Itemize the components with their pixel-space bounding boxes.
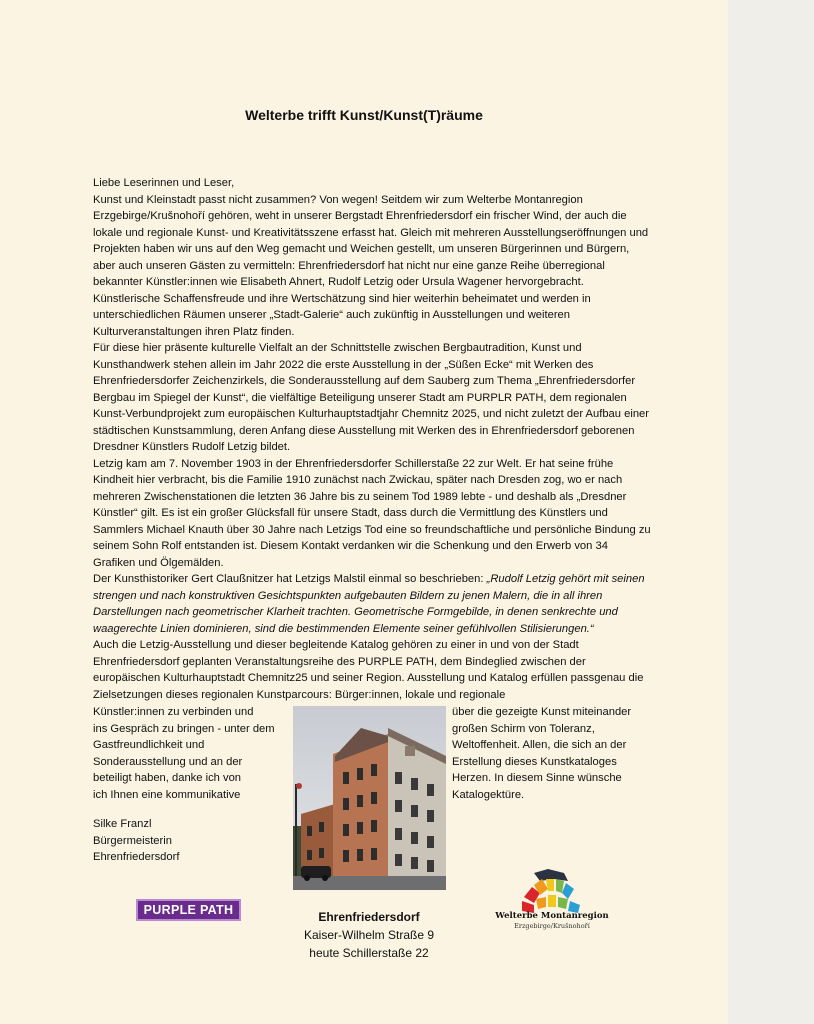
split-right-line: Erstellung dieses Kunstkataloges [452, 755, 617, 768]
split-right-line: Katalogektüre. [452, 788, 525, 801]
welterbe-name: Welterbe Montanregion [495, 911, 609, 921]
split-text-right [452, 704, 631, 803]
split-left-line: ich Ihnen eine kommunikative [93, 788, 241, 801]
paragraph-3: Letzig kam am 7. November 1903 in der Ehrenfriedersdorfer Schillerstaße 22 zur Welt. Er hat seine frühe Kindheit hier verbracht, bis die Familie 1910 zunächst nach Zwickau, später nach Dresden zog, wo er nach mehreren Zwischenstationen die letzten 36 Jahre bis zu seinem Tod 1989 lebte - und deshalb als „Dresdner Künstler“ gilt. Es ist ein großer Glücksfall für unsere Stadt, dass durch die Vermittlung des Künstlers und Sammlers Michael Knauth über 30 Jahre nach Letzigs Tod eine so freundschaftliche und persönliche Bindung zu seinem Sohn Rolf entstanden ist. Diesem Kontakt verdanken wir die Schenkung und den Erwerb von 34 Grafiken und Ölgemälden. [93, 457, 651, 569]
split-left-line: ins Gespräch zu bringen - unter dem [93, 722, 275, 735]
greeting: Liebe Leserinnen und Leser, [93, 177, 235, 189]
paragraph-4-intro: Der Kunsthistoriker Gert Claußnitzer hat Letzigs Malstil einmal so beschrieben: [93, 573, 487, 585]
paragraph-5: Auch die Letzig-Ausstellung und dieser begleitende Katalog gehören zu einer in und von der Stadt Ehrenfriedersdorf geplanten Veranstaltungsreihe des PURPLE PATH, dem Bindeglied zwischen der europäischen Kulturhauptstadt Chemnitz25 und seiner Region. Ausstellung und Katalog erfüllen passgenau die Zielsetzungen dieses regionalen Kunstparcours: Bürger:innen, lokale und regionale [93, 639, 644, 701]
split-right-line: Herzen. In diesem Sinne wünsche [452, 772, 622, 784]
signature-block [93, 816, 179, 866]
signature-name: Silke Franzl [93, 818, 152, 830]
claussnitzer-quote: „Rudolf Letzig gehört mit seinen strengen und nach konstruktiven Gesichtspunkten aufgebauten Bildern zu jenen Malern, die in all ihren Darstellungen nach geometrischer Klarheit trachten. Geometrische Formgebilde, in denen senkrechte und waagerechte Linien dominieren, sind die bestimmenden Elemente seiner gefühlvollen Stilisierungen.“ [93, 573, 645, 635]
split-text-left [93, 704, 275, 803]
split-right-line: über die gezeigte Kunst miteinander [452, 706, 632, 718]
caption-line-2: heute Schillerstaße 22 [309, 946, 429, 960]
caption-line-1: Kaiser-Wilhelm Straße 9 [303, 928, 435, 942]
letter-body [93, 175, 653, 703]
split-left-line: beteiligt haben, danke ich von [93, 772, 242, 784]
paragraph-1: Kunst und Kleinstadt passt nicht zusammen? Von wegen! Seitdem wir zum Welterbe Montanregion Erzgebirge/Krušnohoří gehören, weht in unserer Bergstadt Ehrenfriedersdorf ein frischer Wind, der auch die lokale und regionale Kunst- und Kreativitätsszene erfasst hat. Gleich mit mehreren Ausstellungseröffnungen und Projekten haben wir uns auf den Weg gemacht und Weichen gestellt, um unseren Bürgerinnen und Bürgern, aber auch unseren Gästen zu vermitteln: Ehrenfriedersdorf hat nicht nur eine ganze Reihe überregional bekannter Künstler:innen wie Elisabeth Ahnert, Rudolf Letzig oder Ursula Wagener hervorgebracht. Künstlerische Schaffensfreude und ihre Wertschätzung sind hier weiterhin beheimatet und werden in unterschiedlichen Räumen unserer „Stadt-Galerie“ auch zukünftig in Ausstellungen und weiteren Kulturveranstaltungen ihren Platz finden. [93, 193, 649, 338]
signature-role: Bürgermeisterin [93, 834, 172, 847]
photo-caption [285, 908, 453, 962]
paragraph-2: Für diese hier präsente kulturelle Vielfalt an der Schnittstelle zwischen Bergbautradition, Kunst und Kunsthandwerk stehen allein im Jahr 2022 die erste Ausstellung in der „Süßen Ecke“ mit Werken des Ehrenfriedersdorfer Zeichenzirkels, die Sonderausstellung auf dem Sauberg zum Thema „Ehrenfriedersdorfer Bergbau im Spiegel der Kunst“, die vielfältige Beteiligung unserer Stadt am PURPLR PATH, dem regionalen Kunst-Verbundprojekt zum europäischen Kulturhauptstadtjahr Chemnitz 2025, und nicht zuletzt der Aufbau einer städtischen Kunstsammlung, deren Anfang diese Ausstellung mit Werken des in Ehrenfriedersdorf geborenen Dresdner Künstlers Rudolf Letzig bildet. [93, 342, 649, 453]
split-left-line: Künstler:innen zu verbinden und [93, 706, 254, 718]
paragraph-4 [93, 571, 653, 637]
signature-town: Ehrenfriedersdorf [93, 851, 180, 863]
split-left-line: Sonderausstellung und an der [93, 755, 243, 768]
purple-path-logo: PURPLE PATH [136, 899, 241, 921]
split-left-line: Gastfreundlichkeit und [93, 739, 205, 751]
caption-title: Ehrenfriedersdorf [318, 910, 420, 924]
document-title: Welterbe trifft Kunst/Kunst(T)räume [245, 107, 483, 123]
welterbe-subtitle: Erzgebirge/Krušnohoří [514, 922, 590, 930]
split-right-line: Weltoffenheit. Allen, die sich an der [452, 739, 627, 751]
building-photo [293, 706, 446, 890]
split-right-line: großen Schirm von Toleranz, [452, 722, 595, 735]
